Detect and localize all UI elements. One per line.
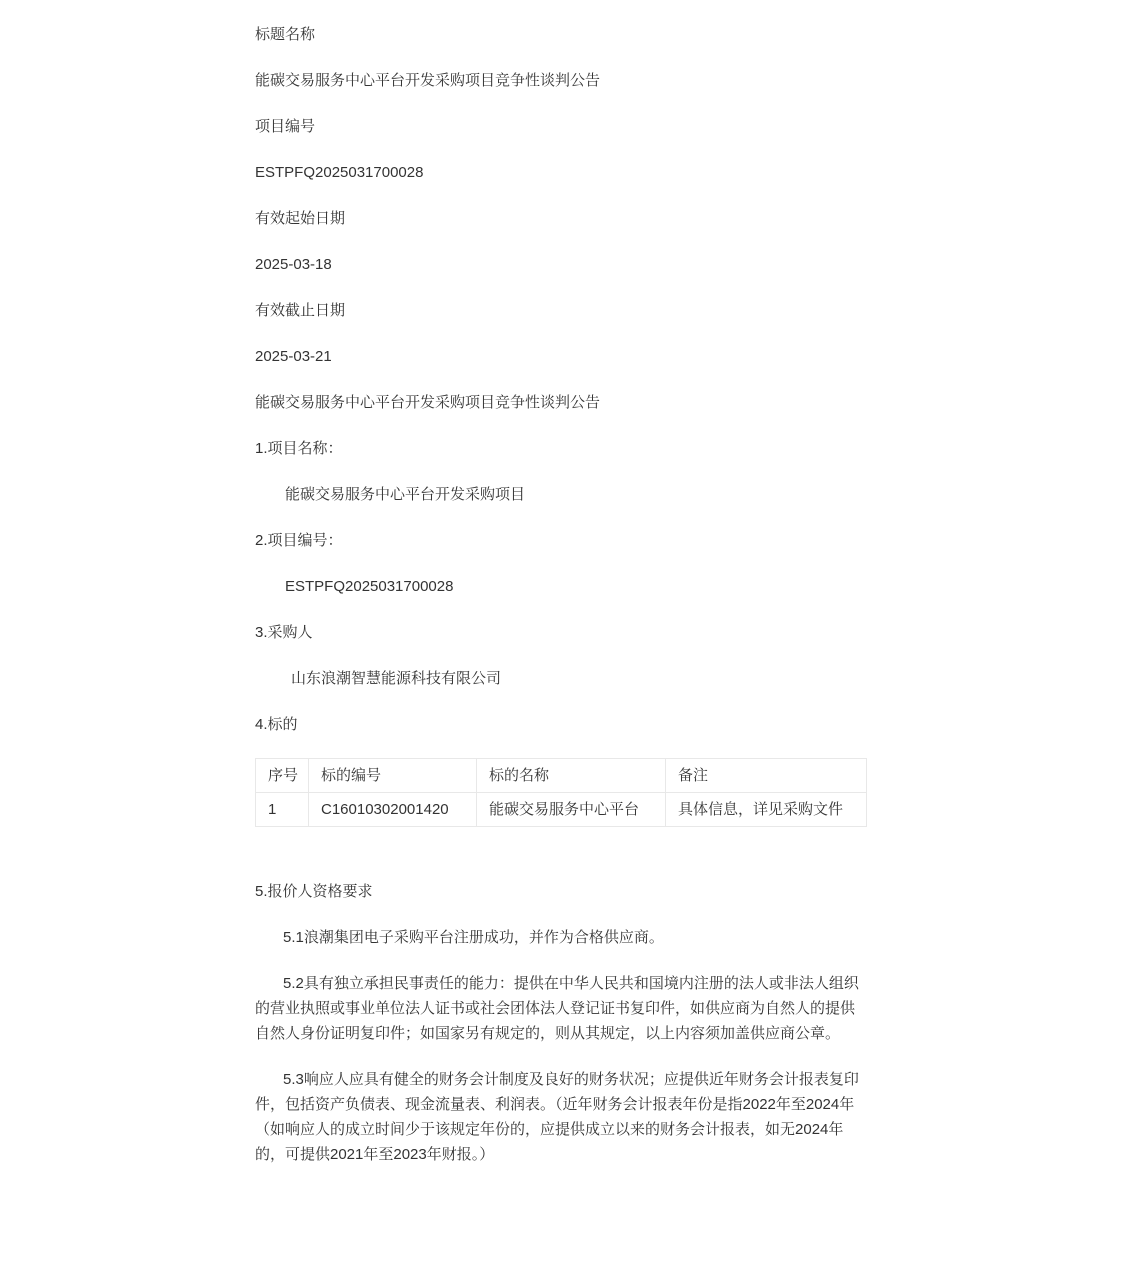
field-value-valid-to: 2025-03-21 bbox=[255, 348, 332, 365]
field-label-valid-to: 有效截止日期 bbox=[255, 302, 346, 319]
cell-no: 1 bbox=[256, 793, 309, 827]
col-header-subject-code: 标的编号 bbox=[309, 759, 477, 793]
clause-5-2: 5.2具有独立承担民事责任的能力：提供在中华人民共和国境内注册的法人或非法人组织的营业执照或事业单位法人证书或社会团体法人登记证书复印件，如供应商为自然人的提供自然人身份证明复印件；如国家另有规定的，则从其规定，以上内容须加盖供应商公章。 bbox=[255, 975, 859, 1042]
col-header-subject-name: 标的名称 bbox=[477, 759, 666, 793]
project-name-value: 能碳交易服务中心平台开发采购项目 bbox=[285, 486, 526, 503]
field-label-valid-from: 有效起始日期 bbox=[255, 210, 346, 227]
field-value-valid-from: 2025-03-18 bbox=[255, 256, 332, 273]
col-header-remark: 备注 bbox=[666, 759, 867, 793]
section-3-heading: 3.采购人 bbox=[255, 624, 313, 641]
field-value-project-no: ESTPFQ2025031700028 bbox=[255, 164, 424, 181]
field-label-title: 标题名称 bbox=[255, 26, 316, 43]
section-2-heading: 2.项目编号： bbox=[255, 532, 343, 549]
cell-remark: 具体信息，详见采购文件 bbox=[666, 793, 867, 827]
field-value-title: 能碳交易服务中心平台开发采购项目竞争性谈判公告 bbox=[255, 72, 601, 89]
section-1-heading: 1.项目名称： bbox=[255, 440, 343, 457]
field-label-project-no: 项目编号 bbox=[255, 118, 316, 135]
col-header-no: 序号 bbox=[256, 759, 309, 793]
subject-table bbox=[255, 758, 867, 827]
announcement-title: 能碳交易服务中心平台开发采购项目竞争性谈判公告 bbox=[255, 394, 601, 411]
clause-5-3: 5.3响应人应具有健全的财务会计制度及良好的财务状况；应提供近年财务会计报表复印件，包括资产负债表、现金流量表、利润表。（近年财务会计报表年份是指2022年至2024年（如响应人的成立时间少于该规定年份的，应提供成立以来的财务会计报表，如无2024年的，可提供2021年至2023年财报。） bbox=[255, 1071, 859, 1163]
table-row bbox=[256, 793, 867, 827]
cell-subject-name: 能碳交易服务中心平台 bbox=[477, 793, 666, 827]
document-page bbox=[255, 0, 867, 1248]
section-4-heading: 4.标的 bbox=[255, 716, 298, 733]
clause-5-1: 5.1浪潮集团电子采购平台注册成功，并作为合格供应商。 bbox=[283, 929, 664, 946]
section-5-heading: 5.报价人资格要求 bbox=[255, 883, 373, 900]
purchaser-value: 山东浪潮智慧能源科技有限公司 bbox=[291, 670, 502, 687]
project-no-value: ESTPFQ2025031700028 bbox=[285, 578, 454, 595]
subject-table-header-row bbox=[256, 759, 867, 793]
cell-subject-code: C16010302001420 bbox=[309, 793, 477, 827]
